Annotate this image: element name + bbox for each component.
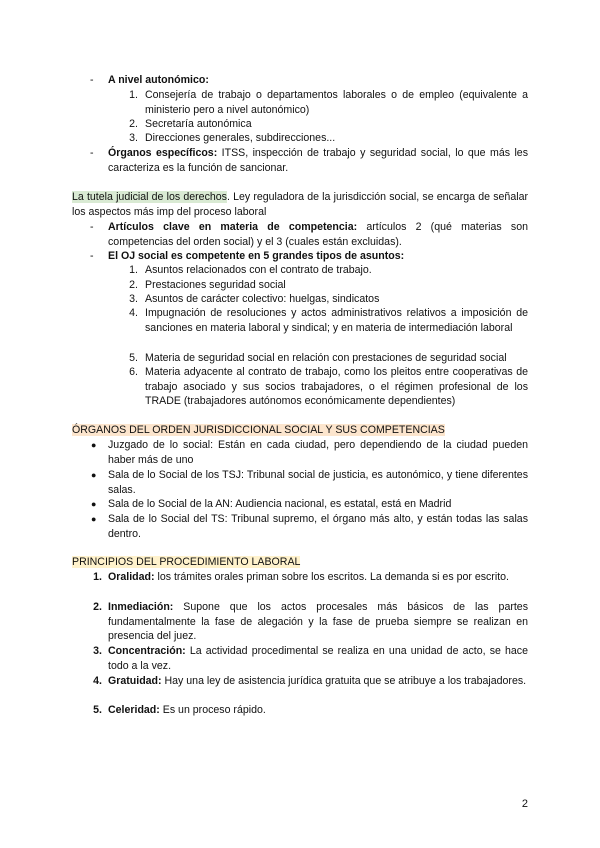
list-item: Consejería de trabajo o departamentos laborales o de empleo (equivalente a ministerio pero a nivel autonómico): [145, 89, 528, 116]
list-number: 1.: [93, 571, 102, 583]
list-item-text: ITSS, inspección de trabajo y seguridad social, lo que más les caracteriza es la función de sancionar.: [108, 147, 528, 174]
bold-label: Gratuidad:: [108, 675, 162, 687]
page-number: 2: [521, 798, 528, 810]
bold-label: A nivel autonómico:: [108, 74, 209, 86]
list-item: [108, 570, 528, 585]
bullet-item: Sala de lo Social de la AN: Audiencia nacional, es estatal, está en Madrid: [108, 498, 452, 510]
list-item-text: La actividad procedimental se realiza en una unidad de acto, se hace todo a la vez.: [108, 645, 528, 672]
bullet-marker: ●: [91, 470, 97, 480]
dash-marker: -: [90, 147, 94, 159]
section-heading: [72, 423, 445, 438]
list-item: [108, 146, 528, 175]
bullet-marker: ●: [91, 499, 97, 509]
list-item-text: Supone que los actos procesales más básicos de las partes fundamentalmente la fase de alegación y la fase de prueba siempre se realizan en presencia del juez.: [108, 601, 528, 642]
list-number: 4.: [93, 675, 102, 687]
bullet-marker: ●: [91, 440, 97, 450]
highlighted-heading: PRINCIPIOS DEL PROCEDIMIENTO LABORAL: [72, 556, 301, 568]
list-item: [108, 644, 528, 673]
list-number: 3.: [129, 132, 138, 144]
highlighted-heading: ÓRGANOS DEL ORDEN JURISDICCIONAL SOCIAL Y SUS COMPETENCIAS: [72, 424, 445, 436]
bullet-marker: ●: [91, 514, 97, 524]
list-number: 5.: [129, 352, 138, 364]
list-number: 3.: [93, 645, 102, 657]
list-item: Direcciones generales, subdirecciones...: [145, 132, 336, 144]
bold-label: Concentración:: [108, 645, 186, 657]
bold-label: Inmediación:: [108, 601, 174, 613]
list-item-title: [108, 73, 209, 88]
section-heading: [72, 555, 300, 570]
list-number: 5.: [93, 704, 102, 716]
list-item: Asuntos de carácter colectivo: huelgas, sindicatos: [145, 293, 380, 305]
list-item: Secretaría autonómica: [145, 118, 252, 130]
list-item: [108, 703, 266, 718]
list-number: 2.: [129, 118, 138, 130]
list-number: 2.: [129, 279, 138, 291]
dash-marker: -: [90, 221, 94, 233]
bullet-item: Sala de lo Social de los TSJ: Tribunal social de justicia, es autonómico, y tiene diferentes salas.: [108, 469, 528, 496]
bullet-item: Juzgado de lo social: Están en cada ciudad, pero dependiendo de la ciudad pueden haber más de uno: [108, 439, 528, 466]
list-item-text: Hay una ley de asistencia jurídica gratuita que se atribuye a los trabajadores.: [161, 675, 527, 687]
bold-label: Celeridad:: [108, 704, 160, 716]
list-number: 1.: [129, 264, 138, 276]
list-number: 3.: [129, 293, 138, 305]
list-number: 6.: [129, 366, 138, 378]
list-number: 4.: [129, 307, 138, 319]
dash-marker: -: [90, 250, 94, 262]
list-number: 2.: [93, 601, 102, 613]
list-item: [108, 674, 528, 689]
highlighted-text: La tutela judicial de los derechos: [72, 191, 227, 203]
list-item-text: los trámites orales priman sobre los escritos. La demanda si es por escrito.: [154, 571, 509, 583]
bold-label: Artículos clave en materia de competencia:: [108, 221, 358, 233]
list-number: 1.: [129, 89, 138, 101]
paragraph: [72, 190, 528, 219]
list-item: [108, 600, 528, 644]
list-item-text: artículos 2 (qué materias son competencias del orden social) y el 3 (cuales están excluidas).: [108, 221, 528, 248]
list-item-text: Es un proceso rápido.: [159, 704, 266, 716]
list-item-title: [108, 249, 404, 264]
list-item: [108, 220, 528, 249]
list-item: Asuntos relacionados con el contrato de trabajo.: [145, 264, 372, 276]
list-item: Prestaciones seguridad social: [145, 279, 286, 291]
bold-label: Oralidad:: [108, 571, 155, 583]
list-item: Impugnación de resoluciones y actos administrativos relativos a imposición de sanciones en materia laboral y sindical; y en materia de intermediación laboral: [145, 307, 528, 334]
bold-label: Órganos específicos:: [108, 147, 218, 159]
dash-marker: -: [90, 74, 94, 86]
paragraph-text: . Ley reguladora de la jurisdicción social, se encarga de señalar los aspectos más imp del proceso laboral: [72, 191, 528, 218]
bullet-item: Sala de lo Social del TS: Tribunal supremo, el órgano más alto, y están todas las salas dentro.: [108, 513, 528, 540]
bold-label: El OJ social es competente en 5 grandes tipos de asuntos:: [108, 250, 405, 262]
list-item: Materia adyacente al contrato de trabajo, como los pleitos entre cooperativas de trabajo asociado y sus socios trabajadores, o el régimen profesional de los TRADE (trabajadores autónomos económicamente dependientes): [145, 366, 528, 407]
list-item: Materia de seguridad social en relación con prestaciones de seguridad social: [145, 352, 507, 364]
